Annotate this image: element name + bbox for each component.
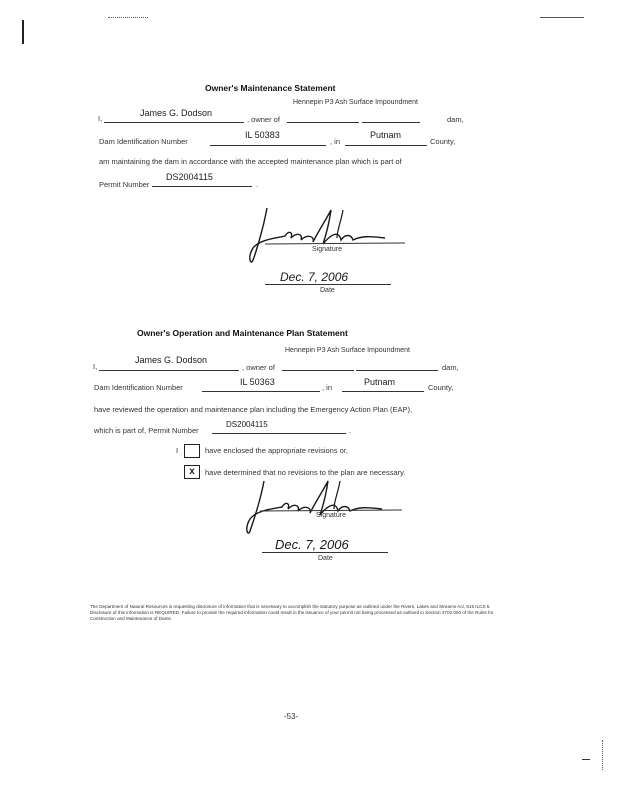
scan-mark-top-right xyxy=(540,17,584,18)
revisions-enclosed-text: have enclosed the appropriate revisions or, xyxy=(205,446,349,455)
county-label: County, xyxy=(430,137,456,146)
checkbox-mark: x xyxy=(189,466,195,477)
owner-name-field-2: James G. Dodson xyxy=(135,355,208,365)
operation-statement-text: have reviewed the operation and maintenance plan including the Emergency Action Plan (EAP), xyxy=(94,405,413,414)
scan-mark-top-left xyxy=(108,17,148,18)
owner-name-field: James G. Dodson xyxy=(140,108,213,118)
dam-name-field xyxy=(362,122,420,123)
scan-mark-bottom-right xyxy=(582,759,590,760)
no-revisions-text: have determined that no revisions to the plan are necessary. xyxy=(205,468,406,477)
dam-label: dam, xyxy=(447,115,464,124)
owner-of-label-2: , owner of xyxy=(242,363,275,372)
dam-id-label-2: Dam Identification Number xyxy=(94,383,183,392)
date-field-1: Dec. 7, 2006 xyxy=(280,270,349,284)
in-label: , in xyxy=(330,137,341,146)
in-label-2: , in xyxy=(322,383,333,392)
date-field-2: Dec. 7, 2006 xyxy=(275,537,349,552)
scan-mark-right-edge xyxy=(602,740,604,770)
operation-maintenance-statement-title: Owner's Operation and Maintenance Plan Statement xyxy=(137,328,348,338)
i-label: I, xyxy=(98,114,103,123)
dam-label-2: dam, xyxy=(442,363,459,372)
county-field-2: Putnam xyxy=(364,377,396,387)
dam-id-field-2: IL 50363 xyxy=(240,377,275,387)
maintenance-statement-text: am maintaining the dam in accordance with the accepted maintenance plan which is part of xyxy=(99,157,402,166)
maintenance-statement-title: Owner's Maintenance Statement xyxy=(205,83,336,93)
dam-id-field: IL 50383 xyxy=(245,130,280,140)
permit-number-field: DS2004115 xyxy=(166,172,213,182)
date-caption-1: Date xyxy=(320,287,335,294)
date-caption-2: Date xyxy=(318,555,333,562)
owner-of-label: , owner of xyxy=(247,115,280,124)
footnote: The Department of Natural Resources is requesting disclosure of information that is necessary to accomplish the statutory purpose as outlined under the Rivers, Lakes and Streams Act, 615 ILCS 5. Disclosure of this information is REQUIRED. Failure to provide the required information could result in the issuance of your permit not being processed as outlined in Section 3702.000 of the Rules for Construction and Maintenance of Dams. xyxy=(90,604,494,621)
i-label-2: I, xyxy=(93,362,98,371)
signature-caption-1: Signature xyxy=(312,246,342,253)
no-revisions-checkbox[interactable] xyxy=(184,465,200,479)
dam-name-text: Hennepin P3 Ash Surface Impoundment xyxy=(293,99,418,106)
permit-number-field-2: DS2004115 xyxy=(226,420,268,429)
signature-caption-2: Signature xyxy=(316,512,346,519)
county-label-2: County, xyxy=(428,383,454,392)
revisions-enclosed-checkbox[interactable] xyxy=(184,444,200,458)
dam-name-text-2: Hennepin P3 Ash Surface Impoundment xyxy=(285,347,410,354)
dam-name-field-2 xyxy=(356,370,438,371)
permit-label: Permit Number xyxy=(99,180,150,189)
owner-signature-2 xyxy=(240,475,410,545)
owner-signature-1 xyxy=(245,200,415,270)
dam-id-label: Dam Identification Number xyxy=(99,137,188,146)
county-field: Putnam xyxy=(370,130,402,140)
page-number: -53- xyxy=(284,712,299,721)
scan-mark-left-edge xyxy=(22,20,24,44)
permit-label-2: which is part of, Permit Number xyxy=(94,426,199,435)
